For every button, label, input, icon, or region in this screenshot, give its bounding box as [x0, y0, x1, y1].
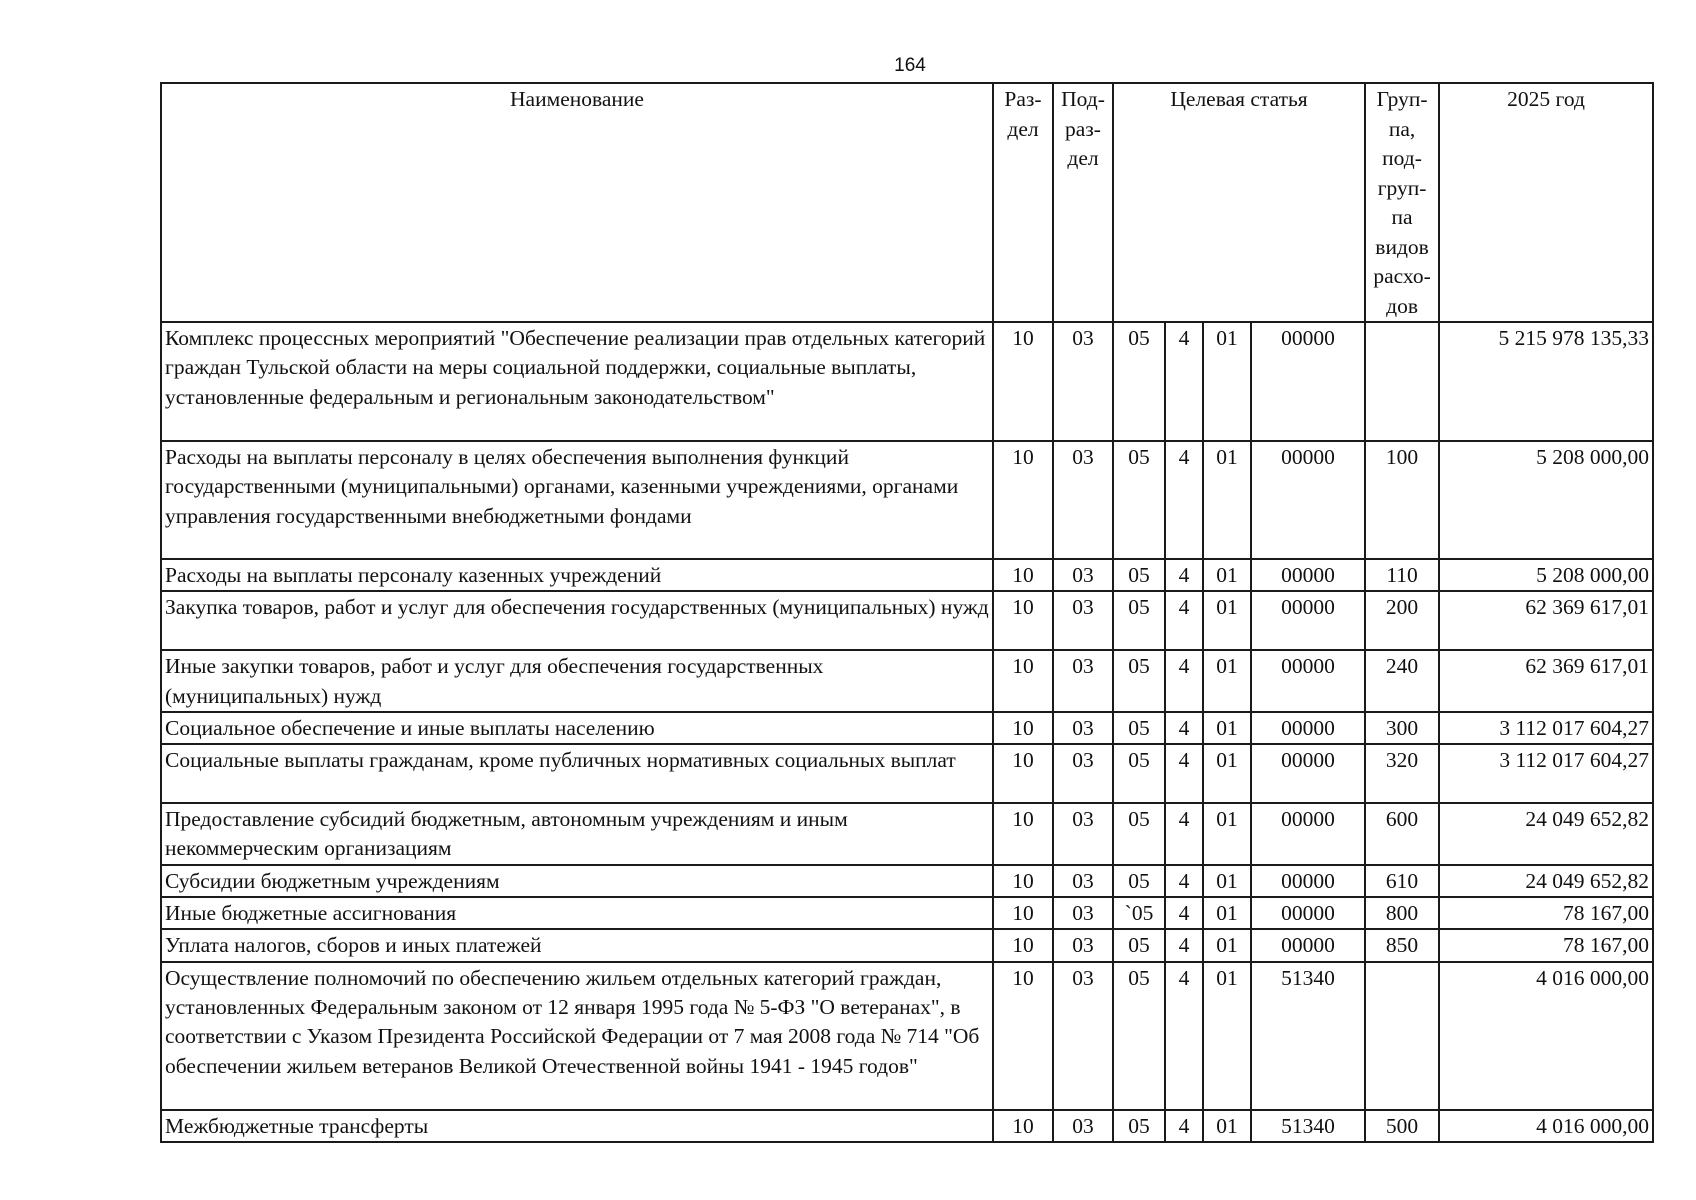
row-razdel: 10 [993, 712, 1053, 744]
row-target-part-4: 00000 [1251, 559, 1365, 591]
row-target-part-1: 05 [1113, 865, 1165, 897]
row-amount: 62 369 617,01 [1439, 591, 1653, 650]
row-amount: 5 208 000,00 [1439, 441, 1653, 559]
row-name: Расходы на выплаты персоналу казенных учреждений [161, 559, 993, 591]
row-podrazdel: 03 [1053, 650, 1113, 712]
header-year: 2025 год [1439, 83, 1653, 322]
table-row [161, 322, 1653, 441]
row-razdel: 10 [993, 591, 1053, 650]
row-name: Социальное обеспечение и иные выплаты населению [161, 712, 993, 744]
row-group: 100 [1365, 441, 1439, 559]
row-razdel: 10 [993, 1110, 1053, 1142]
row-target-part-4: 00000 [1251, 897, 1365, 929]
row-target-part-2: 4 [1165, 929, 1203, 961]
table-row [161, 803, 1653, 865]
row-target-part-3: 01 [1203, 559, 1251, 591]
table-row [161, 650, 1653, 712]
row-amount: 4 016 000,00 [1439, 962, 1653, 1110]
table-row [161, 1110, 1653, 1142]
header-name: Наименование [161, 83, 993, 322]
row-target-part-1: `05 [1113, 897, 1165, 929]
row-name: Комплекс процессных мероприятий "Обеспечение реализации прав отдельных категорий граждан Тульской области на меры социальной поддержки, социальные выплаты, установленные федеральным и региональным законодательством" [161, 322, 993, 441]
row-amount: 78 167,00 [1439, 929, 1653, 961]
row-target-part-4: 00000 [1251, 929, 1365, 961]
row-name: Социальные выплаты гражданам, кроме публичных нормативных социальных выплат [161, 744, 993, 803]
row-target-part-3: 01 [1203, 744, 1251, 803]
row-group: 500 [1365, 1110, 1439, 1142]
table-row [161, 591, 1653, 650]
row-target-part-4: 51340 [1251, 962, 1365, 1110]
row-target-part-4: 00000 [1251, 650, 1365, 712]
row-target-part-1: 05 [1113, 929, 1165, 961]
row-target-part-3: 01 [1203, 322, 1251, 441]
row-target-part-4: 00000 [1251, 322, 1365, 441]
row-podrazdel: 03 [1053, 441, 1113, 559]
row-target-part-2: 4 [1165, 865, 1203, 897]
table-body [161, 322, 1653, 1142]
row-razdel: 10 [993, 897, 1053, 929]
row-podrazdel: 03 [1053, 591, 1113, 650]
row-target-part-1: 05 [1113, 962, 1165, 1110]
row-target-part-1: 05 [1113, 650, 1165, 712]
row-target-part-3: 01 [1203, 1110, 1251, 1142]
row-target-part-3: 01 [1203, 441, 1251, 559]
row-target-part-4: 00000 [1251, 712, 1365, 744]
row-group: 240 [1365, 650, 1439, 712]
header-target-article: Целевая статья [1113, 83, 1365, 322]
row-target-part-1: 05 [1113, 1110, 1165, 1142]
row-target-part-1: 05 [1113, 744, 1165, 803]
row-target-part-2: 4 [1165, 962, 1203, 1110]
row-target-part-3: 01 [1203, 865, 1251, 897]
row-razdel: 10 [993, 962, 1053, 1110]
row-target-part-2: 4 [1165, 650, 1203, 712]
row-target-part-3: 01 [1203, 897, 1251, 929]
table-row [161, 712, 1653, 744]
row-target-part-2: 4 [1165, 441, 1203, 559]
row-podrazdel: 03 [1053, 1110, 1113, 1142]
row-group: 300 [1365, 712, 1439, 744]
row-group: 200 [1365, 591, 1439, 650]
row-group: 850 [1365, 929, 1439, 961]
row-amount: 62 369 617,01 [1439, 650, 1653, 712]
row-target-part-2: 4 [1165, 744, 1203, 803]
row-target-part-4: 00000 [1251, 803, 1365, 865]
row-name: Предоставление субсидий бюджетным, автономным учреждениям и иным некоммерческим организациям [161, 803, 993, 865]
budget-table [160, 82, 1654, 1143]
row-amount: 3 112 017 604,27 [1439, 712, 1653, 744]
row-target-part-1: 05 [1113, 803, 1165, 865]
row-target-part-3: 01 [1203, 803, 1251, 865]
table-row [161, 441, 1653, 559]
row-target-part-1: 05 [1113, 591, 1165, 650]
row-razdel: 10 [993, 559, 1053, 591]
row-target-part-2: 4 [1165, 897, 1203, 929]
row-group [1365, 322, 1439, 441]
row-target-part-3: 01 [1203, 962, 1251, 1110]
row-podrazdel: 03 [1053, 865, 1113, 897]
row-razdel: 10 [993, 803, 1053, 865]
row-amount: 24 049 652,82 [1439, 865, 1653, 897]
row-amount: 3 112 017 604,27 [1439, 744, 1653, 803]
row-razdel: 10 [993, 650, 1053, 712]
table-row [161, 559, 1653, 591]
row-target-part-2: 4 [1165, 559, 1203, 591]
row-razdel: 10 [993, 744, 1053, 803]
table-row [161, 744, 1653, 803]
page-number: 164 [894, 55, 926, 76]
table-row [161, 962, 1653, 1110]
row-razdel: 10 [993, 929, 1053, 961]
row-amount: 78 167,00 [1439, 897, 1653, 929]
row-target-part-4: 00000 [1251, 744, 1365, 803]
row-target-part-2: 4 [1165, 712, 1203, 744]
row-target-part-2: 4 [1165, 803, 1203, 865]
row-target-part-4: 51340 [1251, 1110, 1365, 1142]
row-target-part-2: 4 [1165, 1110, 1203, 1142]
row-target-part-3: 01 [1203, 929, 1251, 961]
row-target-part-2: 4 [1165, 591, 1203, 650]
row-amount: 4 016 000,00 [1439, 1110, 1653, 1142]
row-name: Межбюджетные трансферты [161, 1110, 993, 1142]
row-name: Субсидии бюджетным учреждениям [161, 865, 993, 897]
row-group: 110 [1365, 559, 1439, 591]
row-group: 800 [1365, 897, 1439, 929]
row-podrazdel: 03 [1053, 803, 1113, 865]
row-target-part-1: 05 [1113, 322, 1165, 441]
row-razdel: 10 [993, 322, 1053, 441]
row-group: 320 [1365, 744, 1439, 803]
table-row [161, 929, 1653, 961]
row-name: Закупка товаров, работ и услуг для обеспечения государственных (муниципальных) нужд [161, 591, 993, 650]
row-amount: 24 049 652,82 [1439, 803, 1653, 865]
header-razdel: Раз- дел [993, 83, 1053, 322]
row-target-part-4: 00000 [1251, 865, 1365, 897]
row-target-part-3: 01 [1203, 591, 1251, 650]
header-podrazdel: Под- раз- дел [1053, 83, 1113, 322]
row-name: Уплата налогов, сборов и иных платежей [161, 929, 993, 961]
row-podrazdel: 03 [1053, 712, 1113, 744]
row-target-part-2: 4 [1165, 322, 1203, 441]
table-row [161, 897, 1653, 929]
row-group [1365, 962, 1439, 1110]
table-header-row [161, 83, 1653, 322]
row-group: 600 [1365, 803, 1439, 865]
row-target-part-3: 01 [1203, 712, 1251, 744]
row-name: Расходы на выплаты персоналу в целях обеспечения выполнения функций государственными (муниципальными) органами, казенными учреждениями, органами управления государственными внебюджетными фондами [161, 441, 993, 559]
row-target-part-1: 05 [1113, 559, 1165, 591]
row-podrazdel: 03 [1053, 559, 1113, 591]
row-podrazdel: 03 [1053, 744, 1113, 803]
row-target-part-3: 01 [1203, 650, 1251, 712]
row-target-part-1: 05 [1113, 441, 1165, 559]
row-razdel: 10 [993, 441, 1053, 559]
header-group: Груп- па, под- груп- па видов расхо- дов [1365, 83, 1439, 322]
row-target-part-1: 05 [1113, 712, 1165, 744]
row-target-part-4: 00000 [1251, 591, 1365, 650]
row-amount: 5 215 978 135,33 [1439, 322, 1653, 441]
row-amount: 5 208 000,00 [1439, 559, 1653, 591]
row-group: 610 [1365, 865, 1439, 897]
row-razdel: 10 [993, 865, 1053, 897]
table-row [161, 865, 1653, 897]
row-name: Иные закупки товаров, работ и услуг для обеспечения государственных (муниципальных) нужд [161, 650, 993, 712]
row-podrazdel: 03 [1053, 962, 1113, 1110]
row-podrazdel: 03 [1053, 322, 1113, 441]
row-podrazdel: 03 [1053, 929, 1113, 961]
row-target-part-4: 00000 [1251, 441, 1365, 559]
row-name: Осуществление полномочий по обеспечению жильем отдельных категорий граждан, установленных Федеральным законом от 12 января 1995 года № 5-ФЗ "О ветеранах", в соответствии с Указом Президента Российской Федерации от 7 мая 2008 года № 714 "Об обеспечении жильем ветеранов Великой Отечественной войны 1941 - 1945 годов" [161, 962, 993, 1110]
row-name: Иные бюджетные ассигнования [161, 897, 993, 929]
row-podrazdel: 03 [1053, 897, 1113, 929]
